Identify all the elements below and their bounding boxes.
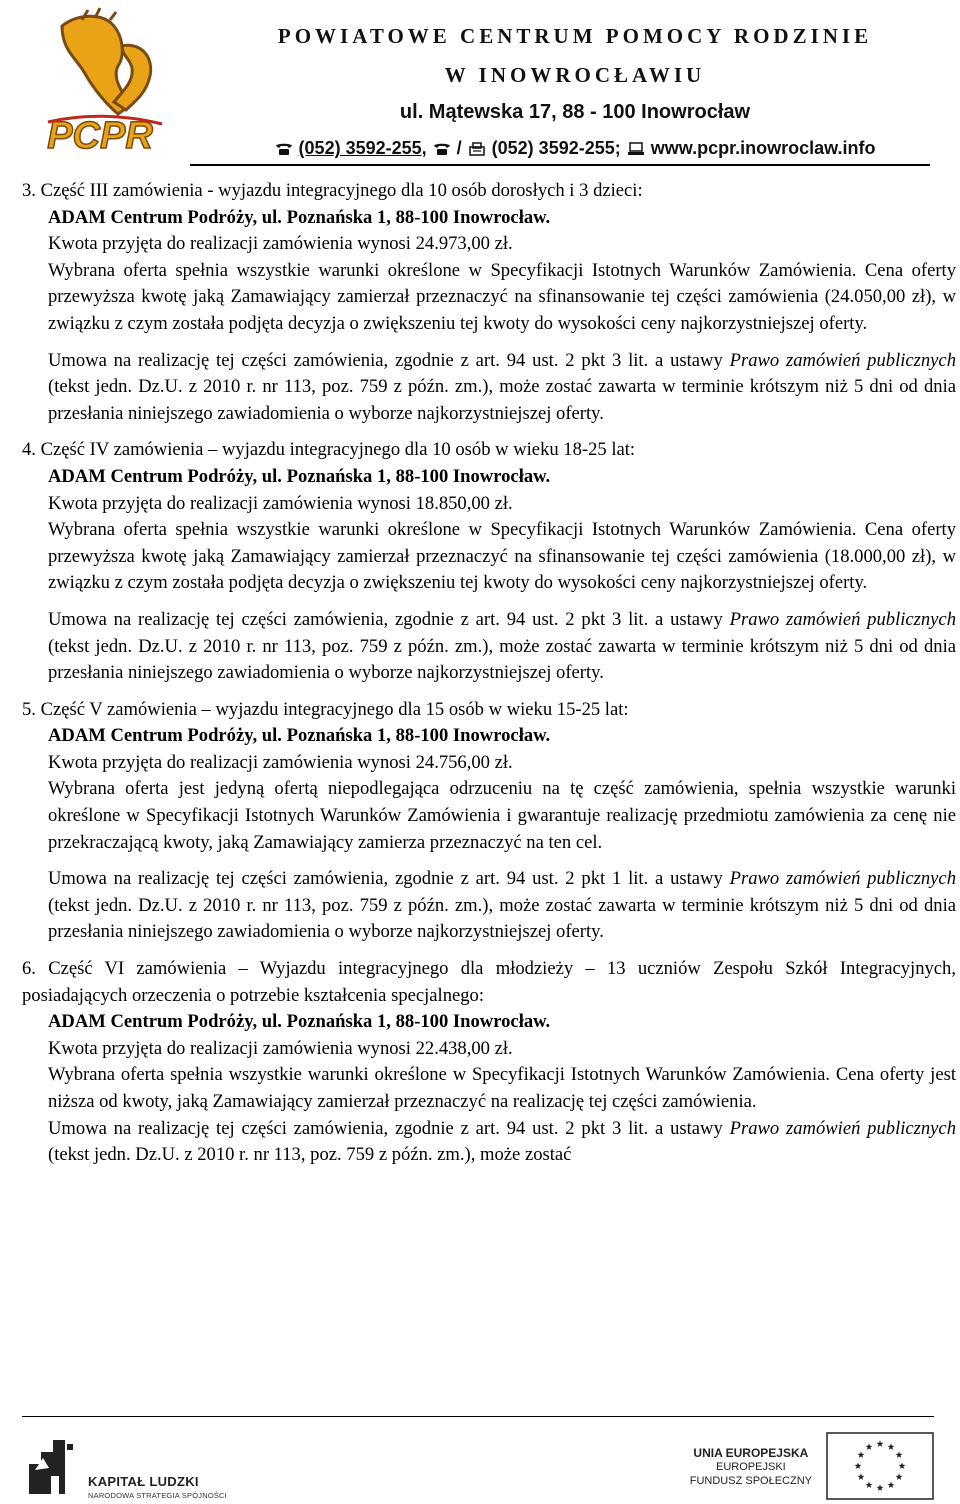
pcpr-logo [22, 6, 182, 164]
section-part-6 [22, 956, 956, 1169]
section-part-5 [22, 697, 956, 946]
eu-title: UNIA EUROPEJSKA [693, 1446, 809, 1460]
contractor-name: ADAM Centrum Podróży, ul. Poznańska 1, 88-100 Inowrocław. [48, 206, 551, 228]
contract-clause-text: (tekst jedn. Dz.U. z 2010 r. nr 113, poz. 759 z późn. zm.), może zostać zawarta w terminie krótszym niż 5 dni od dnia przesłania niniejszego zawiadomienia o wyborze najkorzystniejszej oferty. [48, 635, 956, 684]
pcpr-logo-text: PCPR [47, 115, 153, 157]
contract-clause [22, 1116, 956, 1169]
contract-clause-text: Umowa na realizację tej części zamówienia, zgodnie z art. 94 ust. 2 pkt 3 lit. a ustawy [48, 349, 723, 371]
offer-description: Wybrana oferta spełnia wszystkie warunki określone w Specyfikacji Istotnych Warunków Zamówienia. Cena oferty przewyższa kwotę jaką Zamawiający zamierzał przeznaczyć na sfinansowanie tej części zamówienia (24.050,00 zł), w związku z czym została podjęta decyzja o zwiększeniu tej kwoty do wysokości ceny najkorzystniejszej oferty. [48, 259, 956, 334]
phone-fax-separator: / [456, 138, 462, 158]
section-title: 4. Część IV zamówienia – wyjazdu integracyjnego dla 10 osób w wieku 18-25 lat: [22, 439, 636, 461]
contract-clause [22, 866, 956, 946]
section-part-3 [22, 178, 956, 427]
contractor-name: ADAM Centrum Podróży, ul. Poznańska 1, 88-100 Inowrocław. [48, 725, 551, 747]
contract-amount: Kwota przyjęta do realizacji zamówienia wynosi 24.756,00 zł. [48, 751, 513, 773]
contract-clause-text: (tekst jedn. Dz.U. z 2010 r. nr 113, poz. 759 z późn. zm.), może zostać zawarta w terminie krótszym niż 5 dni od dnia przesłania niniejszego zawiadomienia o wyborze najkorzystniejszej oferty. [48, 376, 956, 424]
eu-flag-icon [826, 1432, 934, 1500]
contractor-name: ADAM Centrum Podróży, ul. Poznańska 1, 88-100 Inowrocław. [48, 465, 551, 487]
contract-amount: Kwota przyjęta do realizacji zamówienia wynosi 22.438,00 zł. [48, 1037, 513, 1059]
section-title: 6. Część VI zamówienia – Wyjazdu integracyjnego dla młodzieży – 13 uczniów Zespołu Szkół Integracyjnych, posiadających orzeczenia o potrzebie kształcenia specjalnego: [22, 958, 956, 1006]
fax-number: (052) 3592-255; [491, 138, 621, 158]
phone-number[interactable]: (052) 3592-255, [298, 138, 427, 158]
contract-amount: Kwota przyjęta do realizacji zamówienia wynosi 18.850,00 zł. [48, 492, 513, 514]
section-title: 3. Część III zamówienia - wyjazdu integracyjnego dla 10 osób dorosłych i 3 dzieci: [22, 180, 643, 201]
contract-amount: Kwota przyjęta do realizacji zamówienia wynosi 24.973,00 zł. [48, 233, 513, 255]
offer-description: Wybrana oferta spełnia wszystkie warunki określone w Specyfikacji Istotnych Warunków Zamówienia. Cena oferty jest niższa od kwoty, jaką Zamawiający zamierzał przeznaczyć na realizację tej części zamówienia. [48, 1064, 956, 1112]
org-name-line2: W INOWROCŁAWIU [444, 63, 706, 87]
phone-icon [275, 142, 293, 156]
section-part-4 [22, 437, 956, 686]
law-title: Prawo zamówień publicznych [729, 868, 956, 890]
document-body [22, 178, 956, 1169]
header-divider [190, 164, 930, 166]
eu-text [690, 1446, 812, 1488]
contract-clause-text: Umowa na realizację tej części zamówienia, zgodnie z art. 94 ust. 2 pkt 1 lit. a ustawy [48, 868, 723, 890]
kapital-ludzki-subtitle: NARODOWA STRATEGIA SPÓJNOŚCI [88, 1491, 227, 1500]
page-footer [0, 1410, 960, 1504]
law-title: Prawo zamówień publicznych [729, 608, 956, 630]
contract-clause-text: (tekst jedn. Dz.U. z 2010 r. nr 113, poz. 759 z późn. zm.), może zostać [48, 1144, 572, 1166]
contract-clause-text: Umowa na realizację tej części zamówienia, zgodnie z art. 94 ust. 2 pkt 3 lit. a ustawy [48, 608, 723, 630]
org-name-line1: POWIATOWE CENTRUM POMOCY RODZINIE [277, 24, 873, 48]
contract-clause [22, 607, 956, 687]
law-title: Prawo zamówień publicznych [729, 349, 956, 371]
offer-description: Wybrana oferta spełnia wszystkie warunki określone w Specyfikacji Istotnych Warunków Zamówienia. Cena oferty przewyższa kwotę jaką Zamawiający zamierzał przeznaczyć na sfinansowanie tej części zamówienia (18.000,00 zł), w związku z czym została podjęta decyzja o zwiększeniu tej kwoty do wysokości ceny najkorzystniejszej oferty. [48, 519, 956, 594]
kapital-ludzki-logo [25, 1434, 77, 1498]
contract-clause-text: (tekst jedn. Dz.U. z 2010 r. nr 113, poz. 759 z późn. zm.), może zostać zawarta w terminie krótszym niż 5 dni od dnia przesłania niniejszego zawiadomienia o wyborze najkorzystniejszej oferty. [48, 894, 956, 943]
eu-fund-line2: FUNDUSZ SPOŁECZNY [689, 1475, 812, 1487]
computer-icon [627, 142, 645, 156]
eu-fund-line1: EUROPEJSKI [716, 1461, 786, 1473]
kapital-ludzki-title: KAPITAŁ LUDZKI [88, 1474, 199, 1489]
offer-description: Wybrana oferta jest jedyną ofertą niepodlegająca odrzuceniu na tę część zamówienia, spełnia wszystkie warunki określone w Specyfikacji Istotnych Warunków Zamówienia i gwarantuje realizację przedmiotu zamówienia za cenę nie przekraczającą kwoty, jaką Zamawiający zamierza przeznaczyć na ten cel. [48, 778, 956, 853]
footer-divider [22, 1416, 934, 1417]
phone-icon [433, 142, 451, 156]
law-title: Prawo zamówień publicznych [729, 1117, 956, 1139]
contractor-name: ADAM Centrum Podróży, ul. Poznańska 1, 88-100 Inowrocław. [48, 1011, 551, 1033]
fax-icon [468, 142, 486, 156]
letterhead [0, 0, 960, 170]
website-link[interactable]: www.pcpr.inowroclaw.info [650, 138, 876, 158]
contract-clause [22, 348, 956, 428]
contract-clause-text: Umowa na realizację tej części zamówienia, zgodnie z art. 94 ust. 2 pkt 3 lit. a ustawy [48, 1117, 723, 1139]
org-address: ul. Mątewska 17, 88 - 100 Inowrocław [399, 101, 751, 123]
contact-line [190, 138, 960, 159]
section-title: 5. Część V zamówienia – wyjazdu integracyjnego dla 15 osób w wieku 15-25 lat: [22, 698, 629, 720]
